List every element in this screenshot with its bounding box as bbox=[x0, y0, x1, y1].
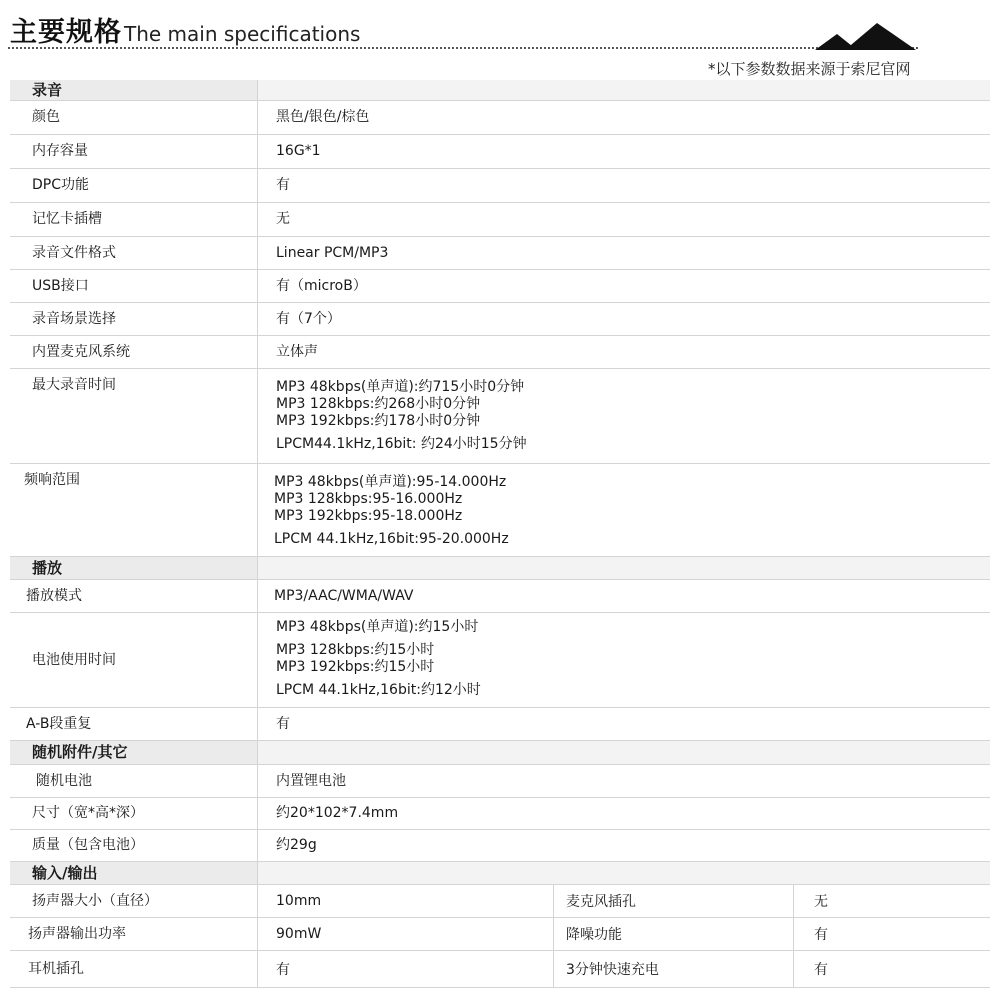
spec-value bbox=[258, 464, 990, 556]
spec-value bbox=[258, 369, 990, 463]
spec-row-memory bbox=[10, 135, 990, 169]
spec-value-line: LPCM44.1kHz,16bit: 约24小时15分钟 bbox=[276, 436, 527, 452]
spec-label: 尺寸（宽*高*深） bbox=[10, 798, 258, 829]
section-header-recording bbox=[10, 80, 990, 101]
spec-row-usb bbox=[10, 270, 990, 303]
spec-label: USB接口 bbox=[10, 270, 258, 302]
spec-row-speaker-power bbox=[10, 918, 990, 951]
spec-row-battery-life bbox=[10, 613, 990, 708]
spec-value-line: MP3 128kbps:95-16.000Hz bbox=[274, 491, 463, 507]
spec-label: 耳机插孔 bbox=[10, 951, 258, 987]
spec-value-line: MP3 48kbps(单声道):95-14.000Hz bbox=[274, 474, 507, 490]
spec-row-scene bbox=[10, 303, 990, 336]
spec-label: 随机电池 bbox=[10, 765, 258, 797]
spec-value-line: MP3 192kbps:约178小时0分钟 bbox=[276, 413, 481, 429]
section-spacer bbox=[258, 862, 990, 884]
header bbox=[0, 0, 990, 80]
spec-row-ab-repeat bbox=[10, 708, 990, 741]
spec-value: 有（microB） bbox=[276, 277, 367, 294]
spec-label: 3分钟快速充电 bbox=[554, 951, 794, 987]
title-divider bbox=[8, 47, 918, 49]
spec-row-color bbox=[10, 101, 990, 135]
spec-value-line: MP3 192kbps:约15小时 bbox=[276, 659, 435, 675]
spec-row-max-record-time bbox=[10, 369, 990, 464]
spec-label: 录音文件格式 bbox=[10, 237, 258, 269]
section-title: 录音 bbox=[10, 80, 258, 100]
spec-label: 扬声器大小（直径） bbox=[10, 885, 258, 917]
spec-label: 内存容量 bbox=[10, 135, 258, 168]
spec-row-file-format bbox=[10, 237, 990, 270]
spec-value: 约29g bbox=[276, 837, 317, 853]
spec-row-dimensions bbox=[10, 798, 990, 830]
spec-row-weight bbox=[10, 830, 990, 862]
spec-value: 无 bbox=[276, 211, 290, 227]
spec-row-play-mode bbox=[10, 580, 990, 613]
spec-value-line: LPCM 44.1kHz,16bit:约12小时 bbox=[276, 682, 481, 698]
section-spacer bbox=[258, 557, 990, 579]
spec-value: 10mm bbox=[258, 885, 554, 917]
spec-value: MP3/AAC/WMA/WAV bbox=[274, 587, 414, 604]
spec-value-line: LPCM 44.1kHz,16bit:95-20.000Hz bbox=[274, 531, 509, 547]
spec-label: DPC功能 bbox=[10, 169, 258, 202]
spec-value: 立体声 bbox=[276, 343, 318, 360]
spec-label: 记忆卡插槽 bbox=[10, 203, 258, 236]
spec-value-line: MP3 48kbps(单声道):约715小时0分钟 bbox=[276, 379, 525, 395]
spec-value: 有 bbox=[276, 715, 290, 732]
spec-value: 有 bbox=[258, 951, 554, 987]
spec-value: 90mW bbox=[258, 918, 554, 950]
spec-label: 内置麦克风系统 bbox=[10, 336, 258, 368]
section-spacer bbox=[258, 741, 990, 764]
spec-row-dpc bbox=[10, 169, 990, 203]
section-header-io bbox=[10, 862, 990, 885]
section-title: 播放 bbox=[10, 557, 258, 579]
spec-value: Linear PCM/MP3 bbox=[276, 244, 389, 261]
spec-label: 电池使用时间 bbox=[10, 613, 258, 707]
spec-label: 最大录音时间 bbox=[10, 369, 258, 463]
spec-label: 扬声器输出功率 bbox=[10, 918, 258, 950]
section-title: 输入/输出 bbox=[10, 862, 258, 884]
spec-table bbox=[10, 80, 990, 988]
section-title: 随机附件/其它 bbox=[10, 741, 258, 764]
spec-value: 有 bbox=[814, 927, 828, 943]
spec-value bbox=[258, 613, 990, 707]
spec-label: 频响范围 bbox=[10, 464, 258, 556]
spec-row-microphone bbox=[10, 336, 990, 369]
spec-value: 内置锂电池 bbox=[276, 772, 346, 789]
spec-label: A-B段重复 bbox=[10, 708, 258, 740]
spec-row-battery bbox=[10, 765, 990, 798]
spec-value: 有（7个） bbox=[276, 310, 341, 327]
spec-row-card-slot bbox=[10, 203, 990, 237]
spec-value-line: MP3 128kbps:约15小时 bbox=[276, 642, 435, 658]
page-title-en: The main specifications bbox=[124, 22, 361, 46]
page-title-cn: 主要规格 bbox=[10, 17, 122, 48]
spec-label: 麦克风插孔 bbox=[554, 885, 794, 917]
source-note: *以下参数数据来源于索尼官网 bbox=[708, 60, 911, 78]
spec-label: 质量（包含电池） bbox=[10, 830, 258, 861]
spec-label: 录音场景选择 bbox=[10, 303, 258, 335]
spec-row-frequency bbox=[10, 464, 990, 557]
spec-label: 颜色 bbox=[10, 101, 258, 134]
page-title bbox=[10, 10, 360, 49]
spec-value: 无 bbox=[814, 894, 828, 910]
spec-value: 黑色/银色/棕色 bbox=[276, 109, 370, 125]
spec-value: 约20*102*7.4mm bbox=[276, 805, 399, 821]
spec-value: 有 bbox=[276, 177, 290, 193]
spec-label: 播放模式 bbox=[10, 580, 258, 612]
spec-row-speaker-size bbox=[10, 885, 990, 918]
mountain-icon bbox=[815, 22, 920, 52]
spec-value: 16G*1 bbox=[276, 143, 321, 159]
spec-value-line: MP3 128kbps:约268小时0分钟 bbox=[276, 396, 481, 412]
spec-value-line: MP3 48kbps(单声道):约15小时 bbox=[276, 619, 479, 635]
section-header-playback bbox=[10, 557, 990, 580]
spec-label: 降噪功能 bbox=[554, 918, 794, 950]
section-spacer bbox=[258, 80, 990, 100]
spec-value: 有 bbox=[814, 962, 828, 978]
spec-row-headphone-jack bbox=[10, 951, 990, 988]
section-header-accessories bbox=[10, 741, 990, 765]
spec-value-line: MP3 192kbps:95-18.000Hz bbox=[274, 508, 463, 524]
